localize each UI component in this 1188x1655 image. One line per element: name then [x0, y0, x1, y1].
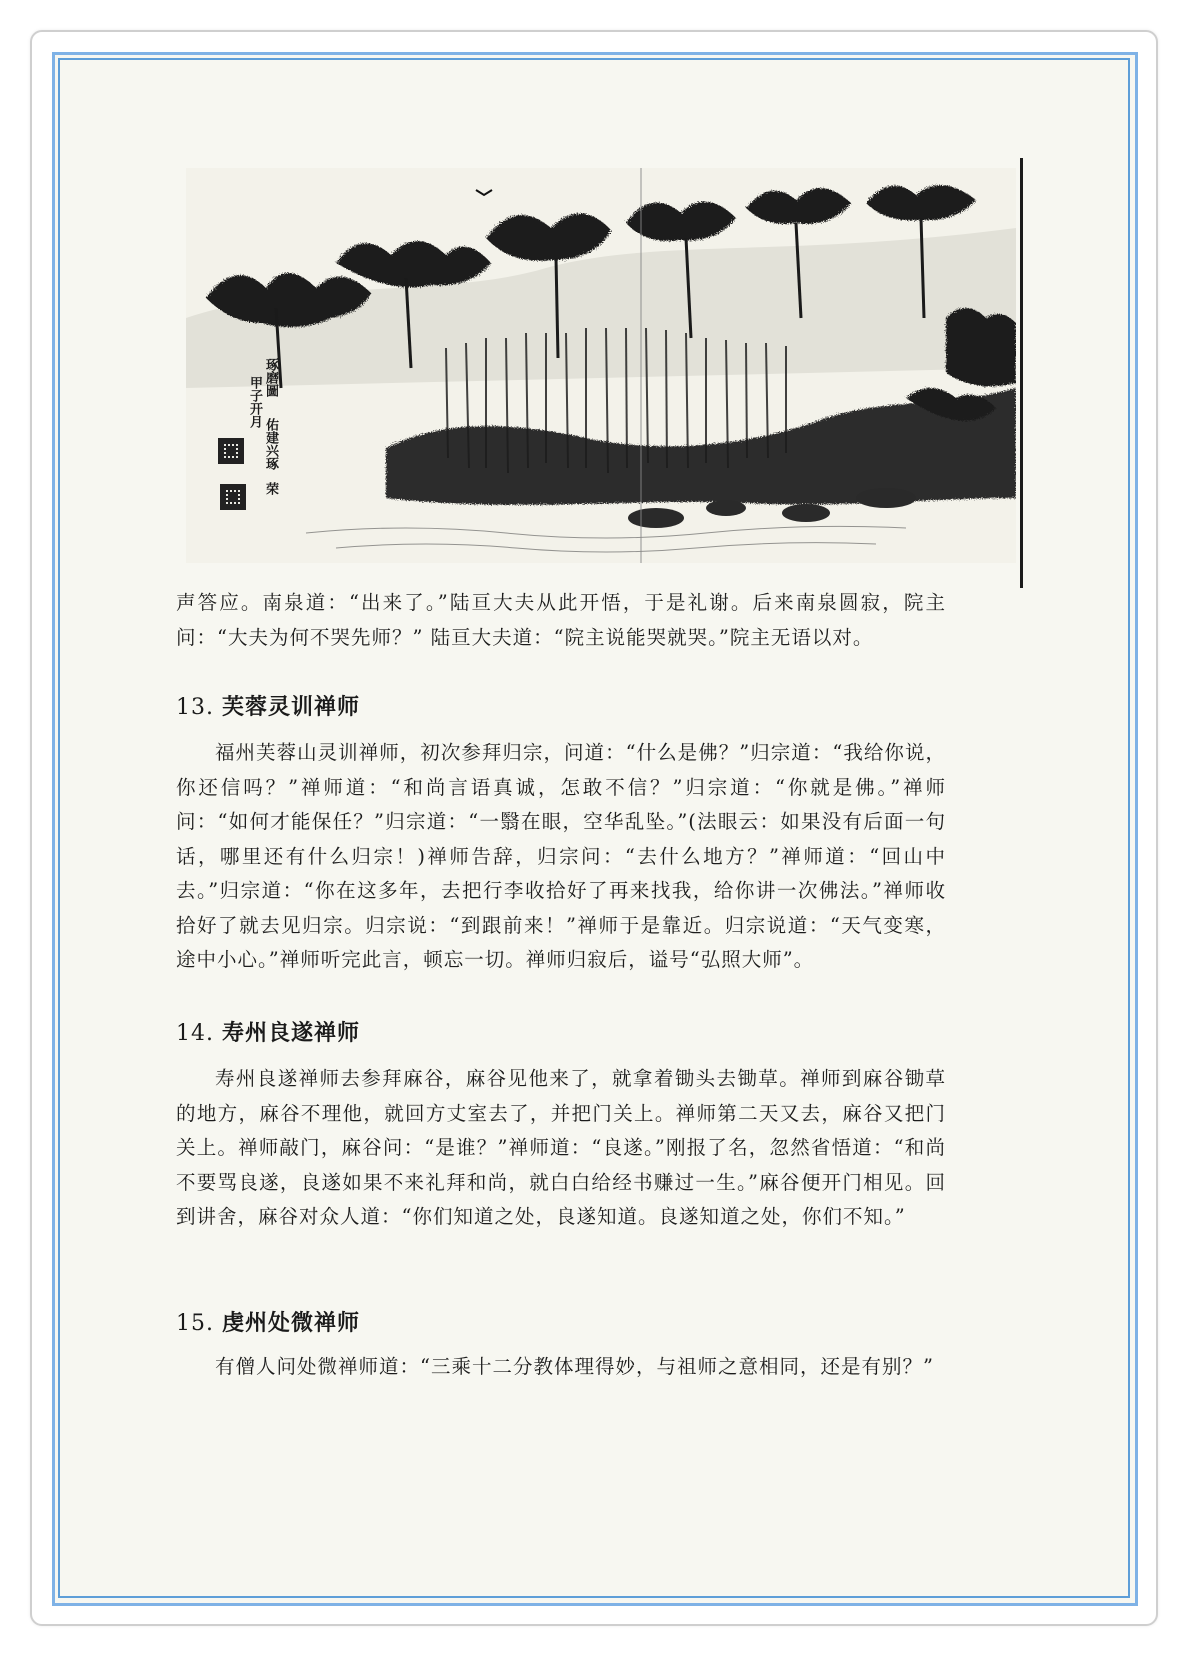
- ink-landscape-painting: [186, 168, 1016, 563]
- page-content: [58, 58, 1126, 1594]
- section-body: 有僧人问处微禅师道：“三乘十二分教体理得妙，与祖师之意相同，还是有别？”: [215, 1355, 934, 1378]
- seal-stamp-icon: [220, 484, 246, 510]
- section-title: 芙蓉灵训禅师: [222, 694, 361, 720]
- section-body-block: [176, 1350, 946, 1385]
- landscape-illustration: [186, 168, 1016, 563]
- intro-paragraph-block: [176, 586, 946, 655]
- inscription-line: 琢磨圖: [263, 358, 278, 397]
- section-title: 虔州处微禅师: [222, 1310, 361, 1336]
- painting-edge-rule: [1020, 158, 1023, 588]
- section-number: 14.: [176, 1021, 214, 1046]
- section-heading: [176, 690, 360, 721]
- section-body-block: [176, 736, 946, 978]
- section-heading: [176, 1306, 360, 1337]
- section-body: 寿州良遂禅师去参拜麻谷，麻谷见他来了，就拿着锄头去锄草。禅师到麻谷锄草的地方，麻谷不理他，就回方丈室去了，并把门关上。禅师第二天又去，麻谷又把门关上。禅师敲门，麻谷问：“是谁？”禅师道：“良遂。”刚报了名，忽然省悟道：“和尚不要骂良遂，良遂如果不来礼拜和尚，就白白给经书赚过一生。”麻谷便开门相见。回到讲舍，麻谷对众人道：“你们知道之处，良遂知道。良遂知道之处，你们不知。”: [176, 1067, 946, 1228]
- seal-stamp-icon: [218, 438, 244, 464]
- section-title: 寿州良遂禅师: [222, 1020, 361, 1046]
- inscription-line: 佑建兴琢: [263, 418, 278, 470]
- section-number: 15.: [176, 1311, 214, 1336]
- inscription-line: 甲子开月: [247, 376, 262, 428]
- intro-paragraph: 声答应。南泉道：“出来了。”陆亘大夫从此开悟，于是礼谢。后来南泉圆寂，院主问：“大夫为何不哭先师？” 陆亘大夫道：“院主说能哭就哭。”院主无语以对。: [176, 591, 946, 649]
- section-body: 福州芙蓉山灵训禅师，初次参拜归宗，问道：“什么是佛？”归宗道：“我给你说，你还信吗？”禅师道：“和尚言语真诚，怎敢不信？”归宗道：“你就是佛。”禅师问：“如何才能保任？”归宗道：“一翳在眼，空华乱坠。”(法眼云：如果没有后面一句话，哪里还有什么归宗！)禅师告辞，归宗问：“去什么地方？”禅师道：“回山中去。”归宗道：“你在这多年，去把行李收拾好了再来找我，给你讲一次佛法。”禅师收拾好了就去见归宗。归宗说：“到跟前来！”禅师于是靠近。归宗说道：“天气变寒，途中小心。”禅师听完此言，顿忘一切。禅师归寂后，谥号“弘照大师”。: [176, 741, 946, 971]
- painting-inscription: [218, 358, 280, 538]
- section-heading: [176, 1016, 360, 1047]
- section-body-block: [176, 1062, 946, 1235]
- section-number: 13.: [176, 695, 214, 720]
- inscription-line: 荣: [263, 482, 278, 495]
